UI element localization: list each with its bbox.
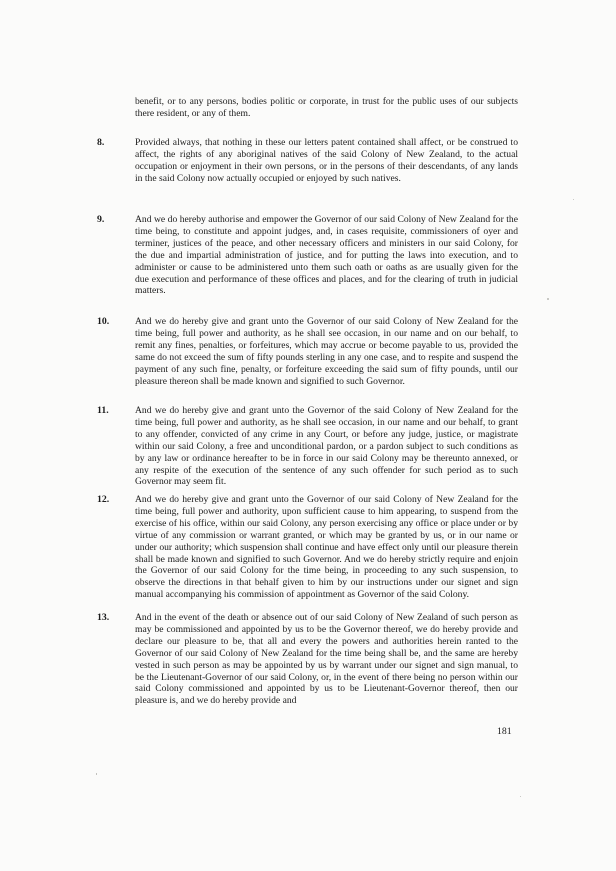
clause-text: And we do hereby give and grant unto the Governor of the said Colony of New Zealand for the time being, full power and authority, as he shall see occasion, in our name and our behalf, to grant to any offender, convicted of any crime in any Court, or before any judge, justice, or magistrate within our said Colony, a free and unconditional pardon, or a pardon subject to such conditions as by any law or ordinance hereafter to be in force in our said Colony may be thereunto annexed, or any respite of the execution of the sentence of any such offender for such period as to such Governor may seem fit. bbox=[135, 405, 518, 488]
clause-text: And we do hereby authorise and empower the Governor of our said Colony of New Zealand for the time being, to constitute and appoint judges, and, in cases requisite, commissioners of oyer and terminer, justices of the peace, and other necessary officers and ministers in our said Colony, for the due and impartial administration of justice, and for putting the laws into execution, and to administer or cause to be administered unto them such oath or oaths as are usually given for the due execution and performance of these offices and places, and for the clearing of truth in judicial matters. bbox=[135, 214, 518, 297]
clause-text: And in the event of the death or absence out of our said Colony of New Zealand of such person as may be commissioned and appointed by us to be the Governor thereof, we do hereby provide and declare our pleasure to be, that all and every the powers and authorities herein ranted to the Governor of our said Colony of New Zealand for the time being shall be, and the same are hereby vested in such person as may be appointed by us by warrant under our signet and sign manual, to be the Lieutenant-Governor of our said Colony, or, in the event of there being no person within our said Colony commissioned and appointed by us to be Lieutenant-Governor thereof, then our pleasure is, and we do hereby provide and bbox=[135, 612, 518, 707]
clause-8 bbox=[0, 137, 616, 184]
clause-10 bbox=[0, 316, 616, 387]
scan-speck bbox=[96, 773, 97, 775]
clause-number: 13. bbox=[97, 612, 110, 623]
clause-number: 10. bbox=[97, 316, 110, 327]
clause-number: 8. bbox=[97, 137, 105, 148]
clause-text: Provided always, that nothing in these our letters patent contained shall affect, or be construed to affect, the rights of any aboriginal natives of the said Colony of New Zealand, to the actual occupation or enjoyment in their own persons, or in the persons of their descendants, of any lands in the said Colony now actually occupied or enjoyed by such natives. bbox=[135, 137, 518, 184]
clause-number: 9. bbox=[97, 214, 105, 225]
scan-speck bbox=[520, 796, 521, 797]
clause-text: And we do hereby give and grant unto the Governor of our said Colony of New Zealand for the time being, full power and authority, as he shall see occasion, in our name and on our behalf, to remit any fines, penalties, or forfeitures, which may accrue or become payable to us, provided the same do not exceed the sum of fifty pounds sterling in any one case, and to respite and suspend the payment of any such fine, penalty, or forfeiture exceeding the said sum of fifty pounds, until our pleasure thereon shall be made known and signified to such Governor. bbox=[135, 316, 518, 387]
clause-number: 11. bbox=[97, 405, 109, 416]
scan-speck bbox=[573, 199, 574, 200]
clause-number: 12. bbox=[97, 494, 110, 505]
clause-9 bbox=[0, 214, 616, 297]
clause-12 bbox=[0, 494, 616, 601]
scan-speck bbox=[547, 298, 549, 300]
clause-11 bbox=[0, 405, 616, 488]
clause-text: And we do hereby give and grant unto the Governor of our said Colony of New Zealand for the time being, full power and authority, upon sufficient cause to him appearing, to suspend from the exercise of his office, within our said Colony, any person exercising any office or place under or by virtue of any commission or warrant granted, or which may be granted by us, or in our name or under our authority; which suspension shall continue and have effect only until our pleasure therein shall be made known and signified to such Governor. And we do hereby strictly require and enjoin the Governor of our said Colony for the time being, in proceeding to any such suspension, to observe the directions in that behalf given to him by our instructions under our signet and sign manual accompanying his commission of appointment as Governor of the said Colony. bbox=[135, 494, 518, 601]
page-number: 181 bbox=[497, 726, 512, 737]
continuation-paragraph: benefit, or to any persons, bodies politic or corporate, in trust for the public uses of our subjects there resident, or any of them. bbox=[135, 96, 518, 119]
clause-13 bbox=[0, 612, 616, 707]
